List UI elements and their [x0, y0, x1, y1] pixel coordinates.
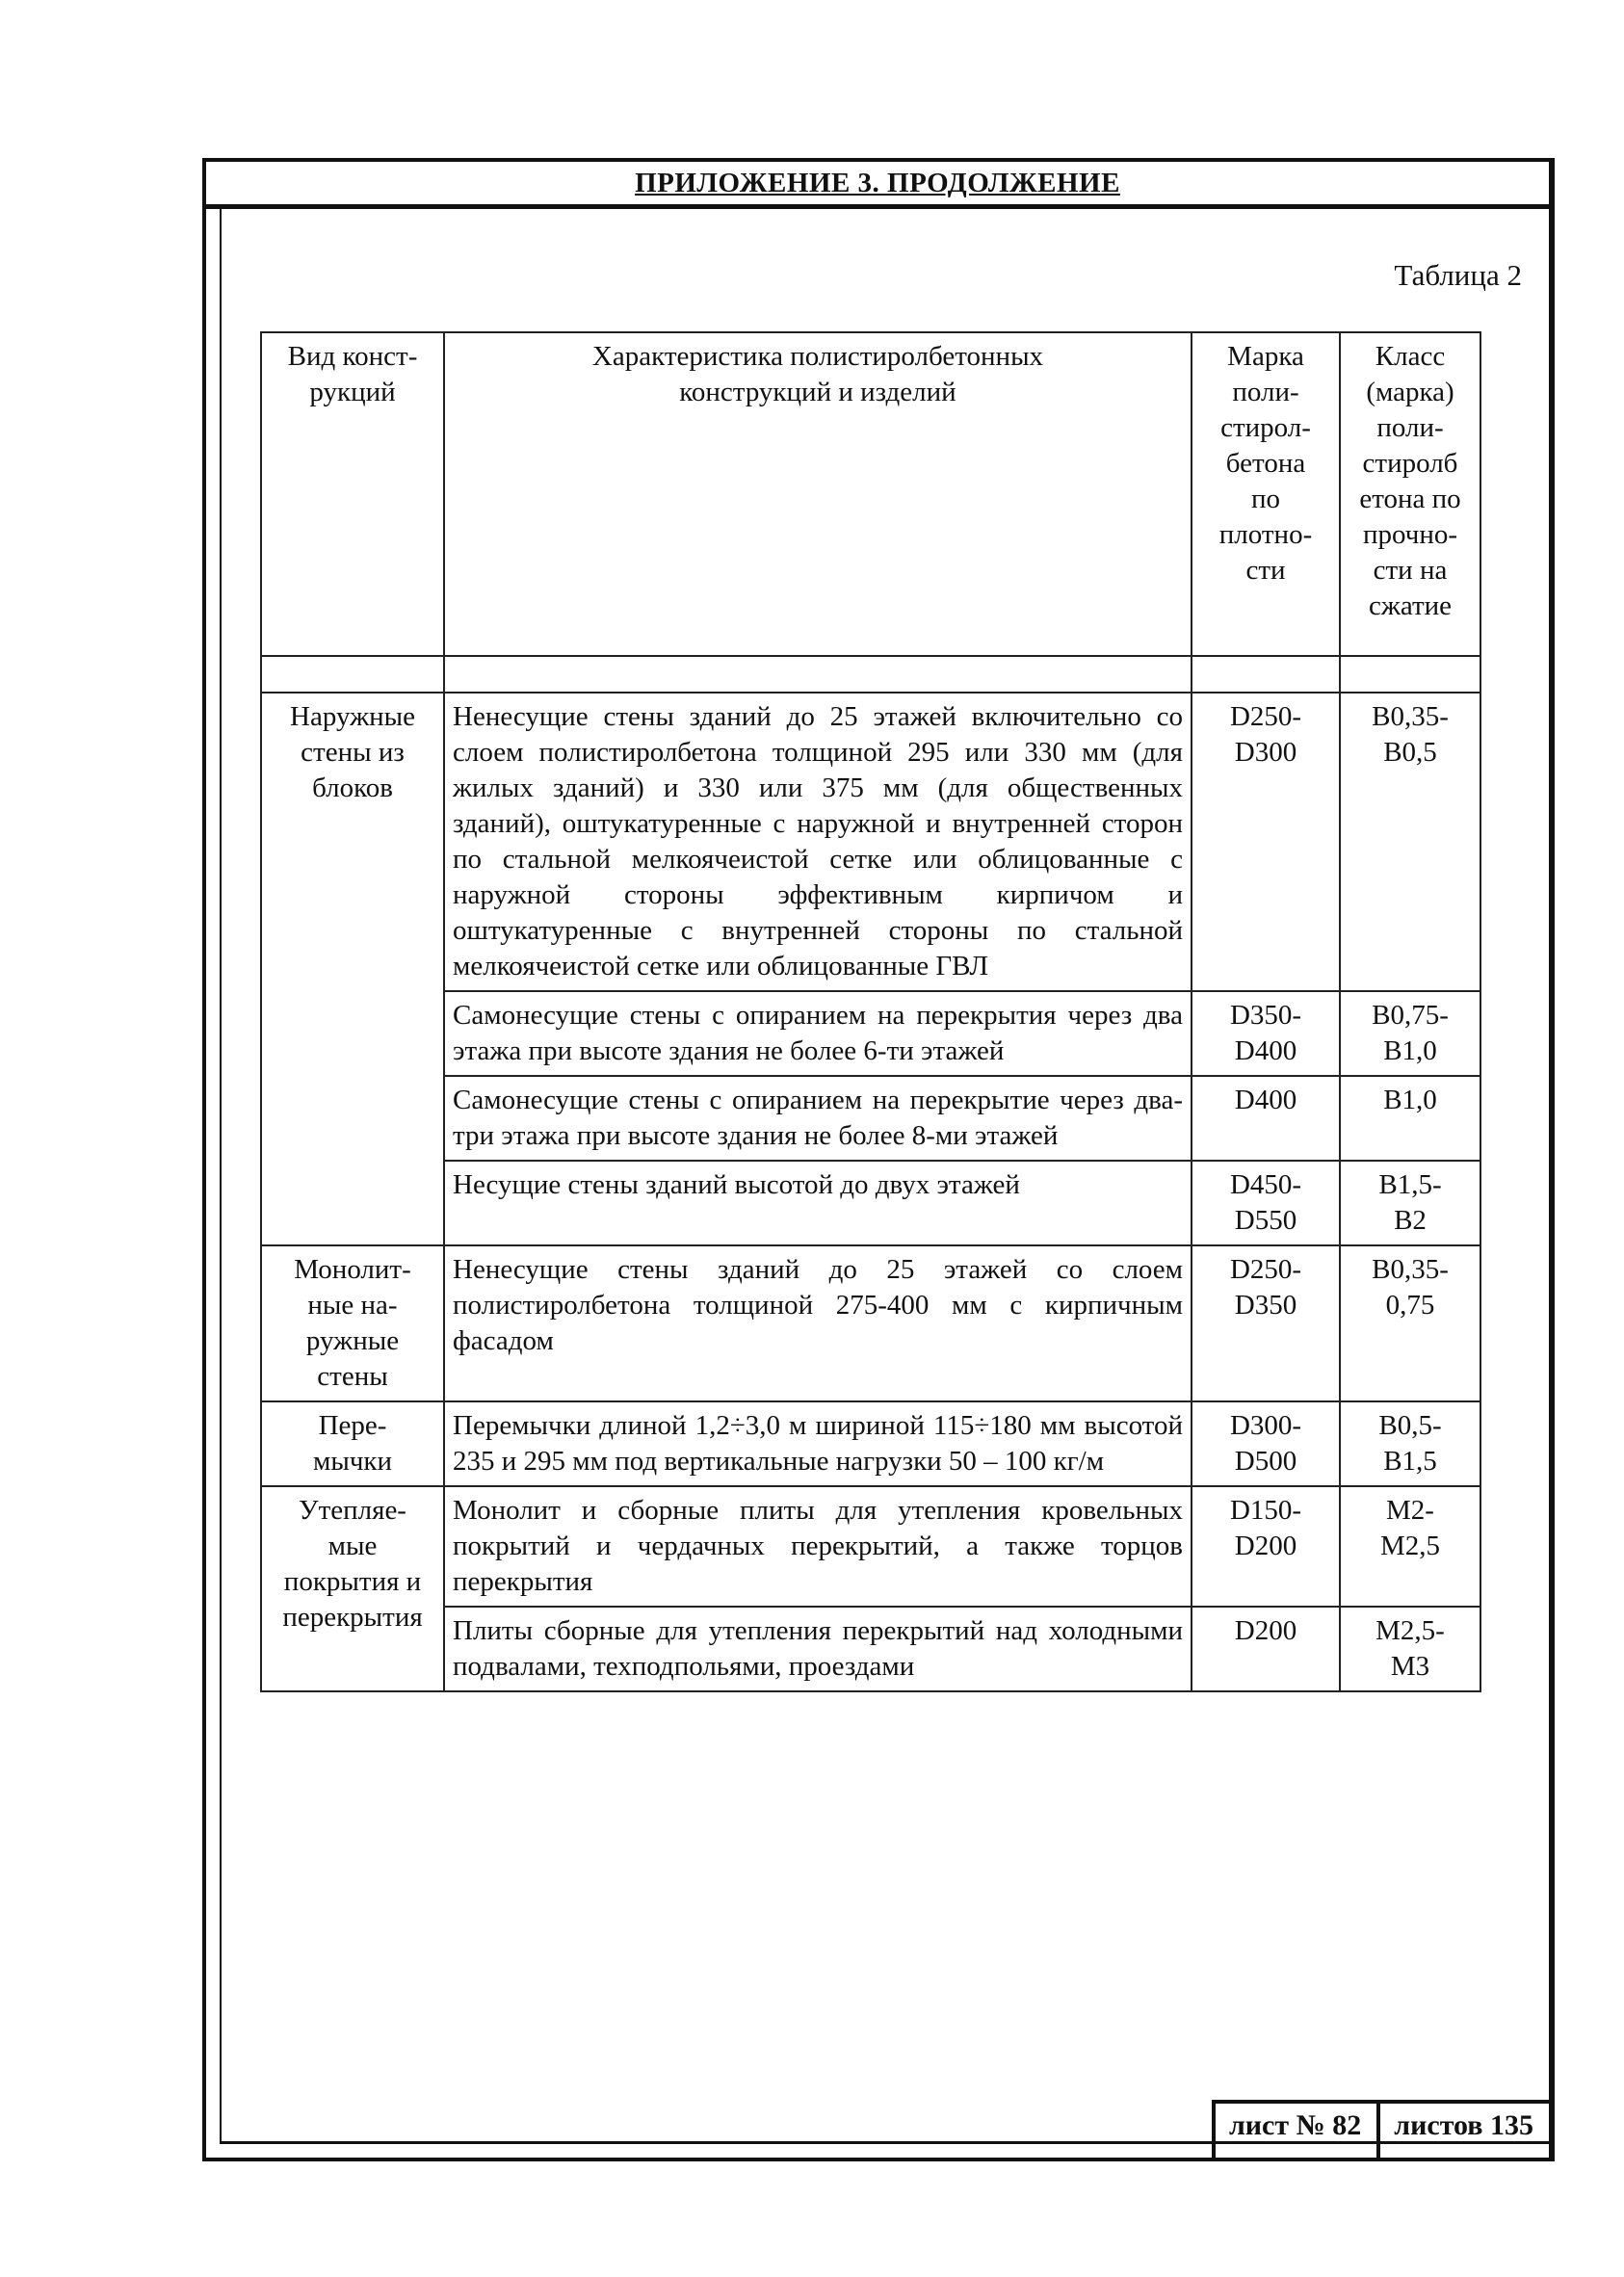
table-row [261, 1076, 1480, 1161]
construction-type-cell: Монолит- ные на- ружные стены [261, 1245, 444, 1401]
sheet-number: лист № 82 [1228, 2109, 1362, 2141]
density-grade-cell: D150- D200 [1192, 1486, 1340, 1607]
density-grade-cell: D200 [1192, 1607, 1340, 1691]
density-grade-cell: D400 [1192, 1076, 1340, 1161]
density-grade-cell: D450- D550 [1192, 1161, 1340, 1245]
construction-type-cell: Пере- мычки [261, 1401, 444, 1486]
strength-class-cell: M2,5- M3 [1340, 1607, 1480, 1691]
sheets-total: листов 135 [1376, 2104, 1549, 2158]
characteristic-cell: Самонесущие стены с опиранием на перекрытие через два-три этажа при высоте здания не более 8-ми этажей [444, 1076, 1192, 1161]
table-row [261, 1401, 1480, 1486]
density-grade-cell: D250- D300 [1192, 693, 1340, 991]
characteristic-cell: Ненесущие стены зданий до 25 этажей включительно со слоем полистиролбетона толщиной 295 или 330 мм (для жилых зданий) и 330 или 375 мм (для общественных зданий), оштукатуренные с наружной и внутренней сторон по стальной мелкоячеистой сетке или облицованные с наружной стороны эффективным кирпичом и оштукатуренные с внутренней стороны по стальной мелкоячеистой сетке или облицованные ГВЛ [444, 693, 1192, 991]
strength-class-cell: B1,0 [1340, 1076, 1480, 1161]
table-header-row [261, 332, 1480, 656]
strength-class-cell: B0,35- 0,75 [1340, 1245, 1480, 1401]
table-row [261, 1245, 1480, 1401]
strength-class-cell: B1,5- B2 [1340, 1161, 1480, 1245]
characteristic-cell: Самонесущие стены с опиранием на перекрытия через два этажа при высоте здания не более 6-ти этажей [444, 991, 1192, 1076]
inner-border-left [220, 208, 222, 2144]
header-band [206, 162, 1549, 209]
strength-class-cell: B0,75- B1,0 [1340, 991, 1480, 1076]
table-row [261, 1161, 1480, 1245]
construction-type-cell: Наружные стены из блоков [261, 693, 444, 1245]
density-grade-cell: D350- D400 [1192, 991, 1340, 1076]
characteristic-cell: Перемычки длиной 1,2÷3,0 м шириной 115÷180 мм высотой 235 и 295 мм под вертикальные нагрузки 50 – 100 кг/м [444, 1401, 1192, 1486]
construction-type-cell: Утепляе- мые покрытия и перекрытия [261, 1486, 444, 1691]
page-title: ПРИЛОЖЕНИЕ 3. ПРОДОЛЖЕНИЕ [635, 168, 1120, 198]
characteristic-cell: Монолит и сборные плиты для утепления кровельных покрытий и чердачных перекрытий, а также торцов перекрытия [444, 1486, 1192, 1607]
strength-class-cell: M2- M2,5 [1340, 1486, 1480, 1607]
column-header-type: Вид конст- рукций [261, 332, 444, 656]
characteristic-cell: Ненесущие стены зданий до 25 этажей со слоем полистиролбетона толщиной 275-400 мм с кирпичным фасадом [444, 1245, 1192, 1401]
table-row [261, 693, 1480, 991]
strength-class-cell: B0,5- B1,5 [1340, 1401, 1480, 1486]
table-row [261, 991, 1480, 1076]
characteristic-cell: Несущие стены зданий высотой до двух этажей [444, 1161, 1192, 1245]
table-row [261, 1486, 1480, 1607]
strength-class-cell: B0,35- B0,5 [1340, 693, 1480, 991]
table-row [261, 1607, 1480, 1691]
table-caption: Таблица 2 [1394, 258, 1522, 292]
properties-table [260, 331, 1481, 1692]
column-header-characteristic: Характеристика полистиролбетонных конструкций и изделий [444, 332, 1192, 656]
sheet-stamp [1212, 2100, 1549, 2158]
column-header-density: Марка поли- стирол- бетона по плотно- сти [1192, 332, 1340, 656]
density-grade-cell: D300- D500 [1192, 1401, 1340, 1486]
density-grade-cell: D250- D350 [1192, 1245, 1340, 1401]
characteristic-cell: Плиты сборные для утепления перекрытий над холодными подвалами, техподпольями, проездами [444, 1607, 1192, 1691]
column-header-strength: Класс (марка) поли- стиролб етона по прочно- сти на сжатие [1340, 332, 1480, 656]
spacer-row [261, 656, 1480, 693]
